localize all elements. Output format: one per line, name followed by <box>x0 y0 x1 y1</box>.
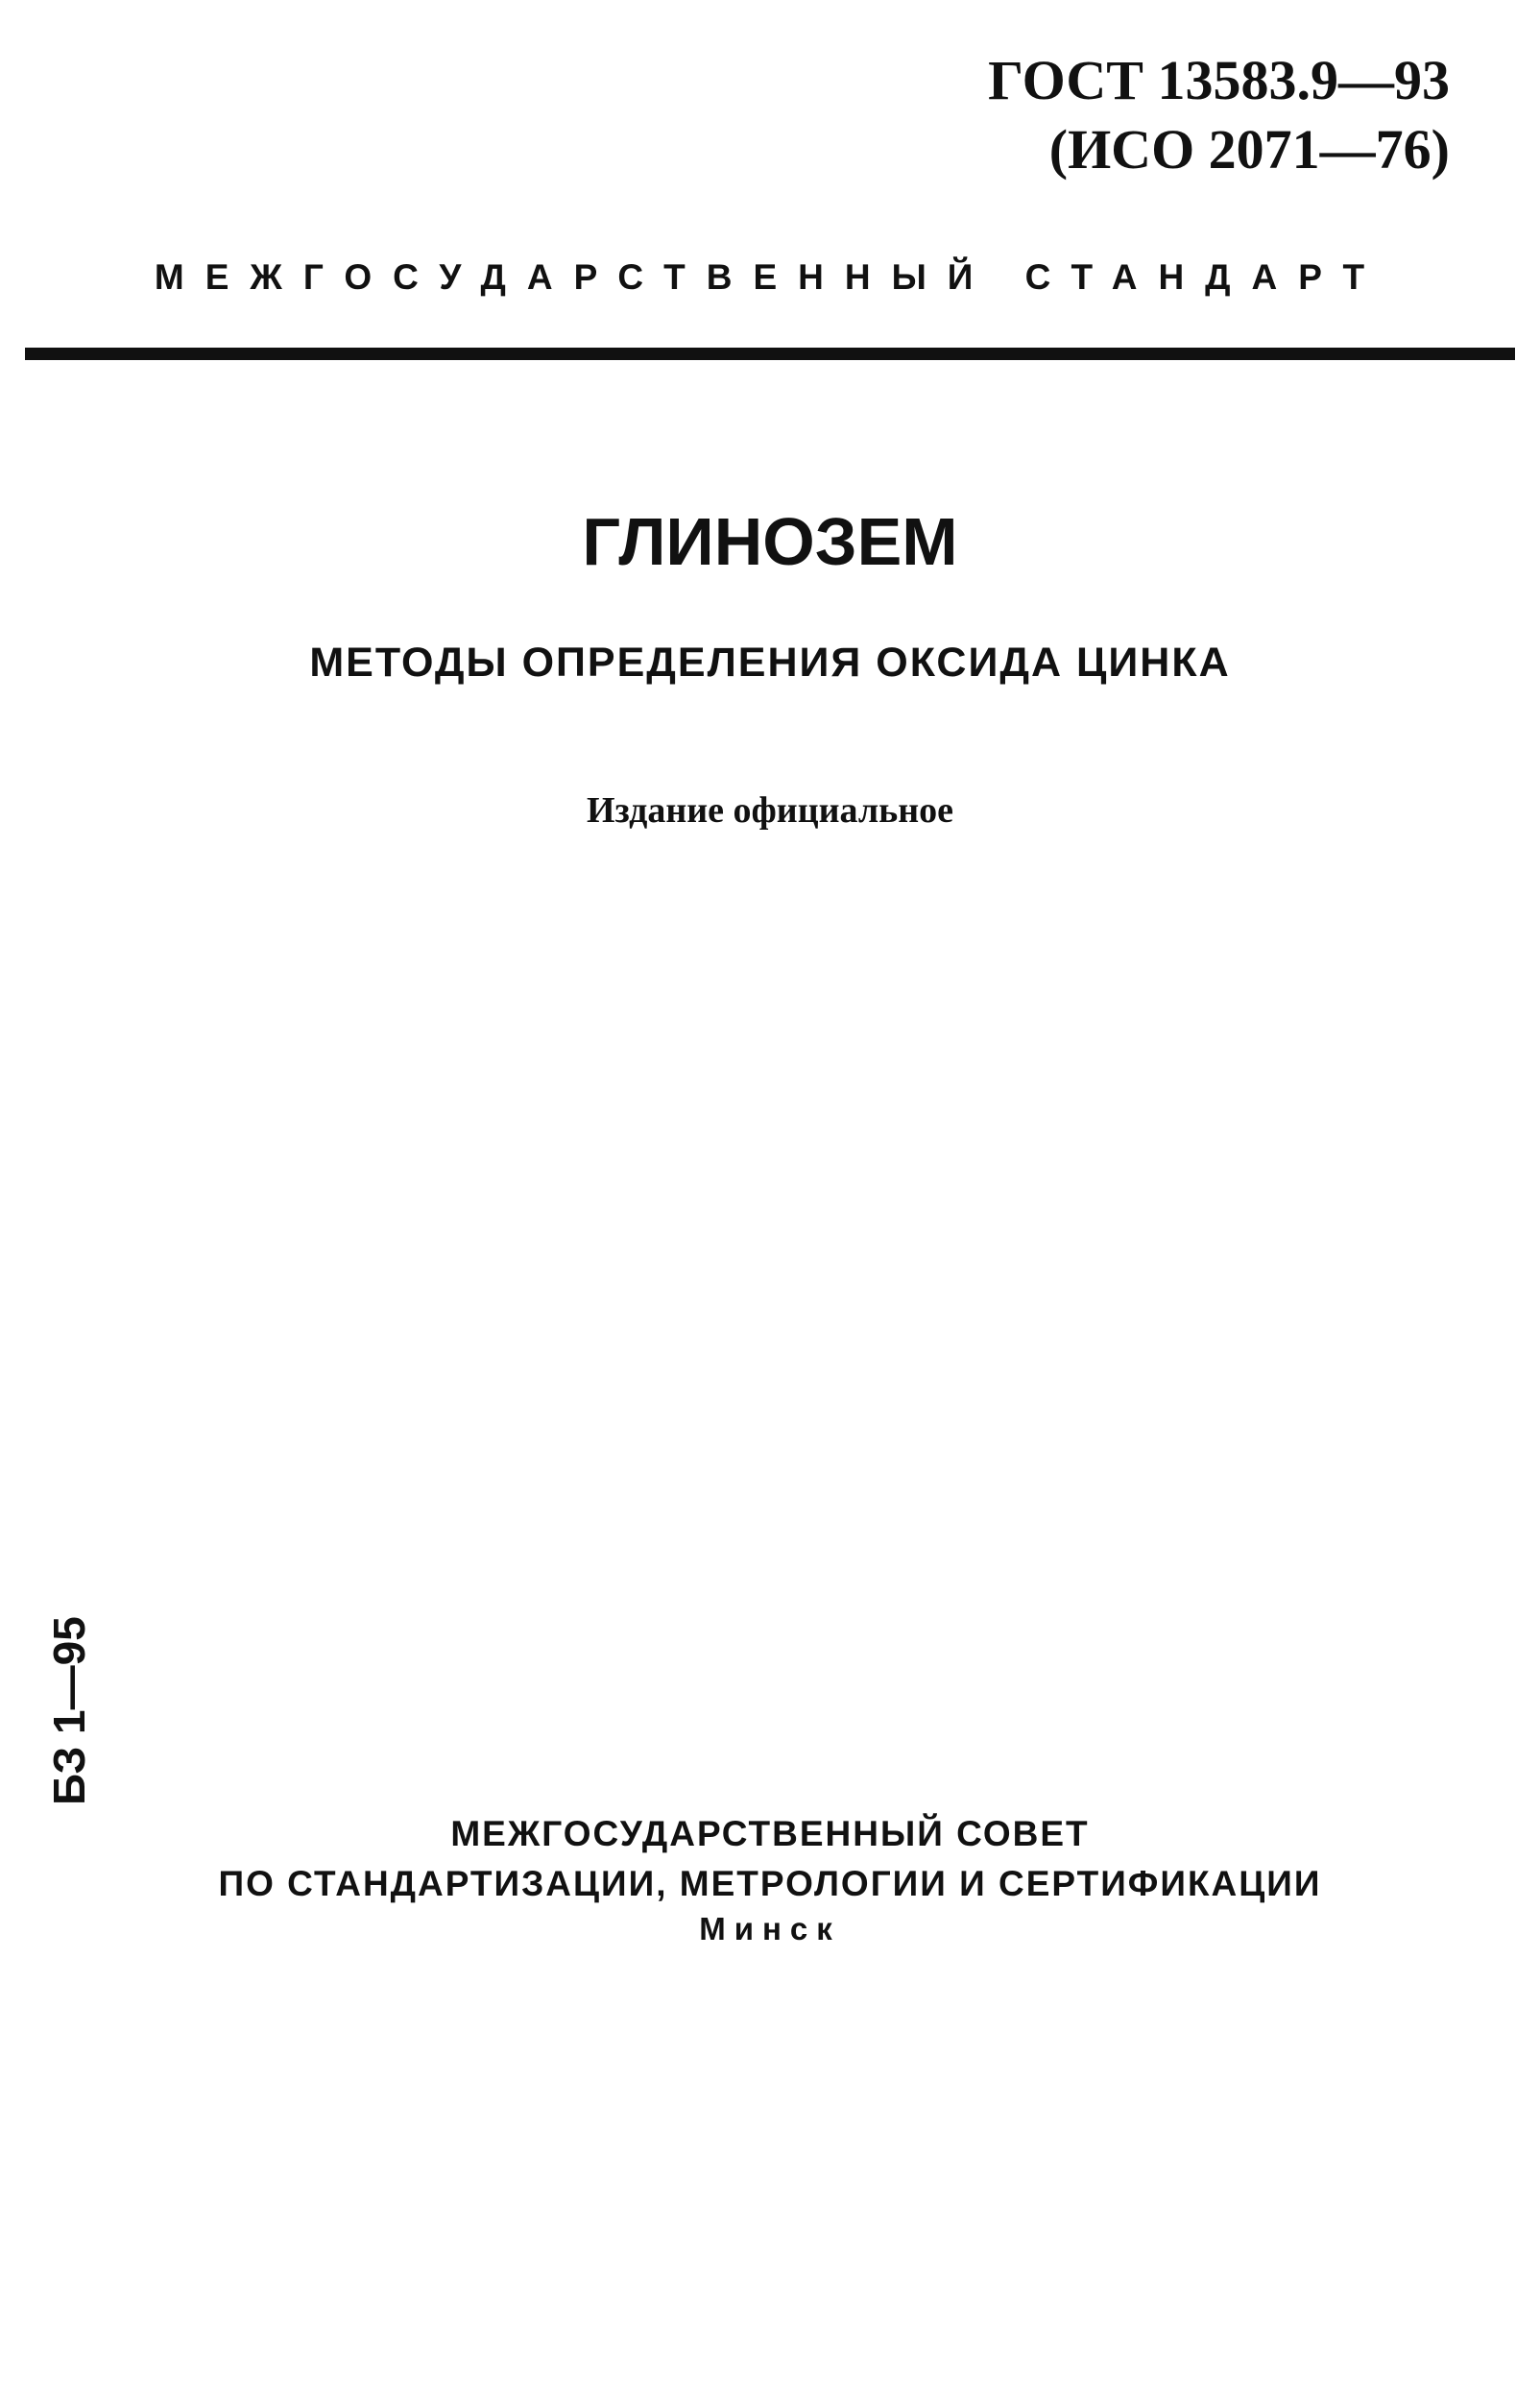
publisher-line-2: ПО СТАНДАРТИЗАЦИИ, МЕТРОЛОГИИ И СЕРТИФИКАЦИИ <box>218 1864 1322 1903</box>
gost-number: ГОСТ 13583.9—93 <box>988 49 1450 111</box>
gost-designation <box>988 46 1450 184</box>
publisher-line-1: МЕЖГОСУДАРСТВЕННЫЙ СОВЕТ <box>450 1814 1090 1853</box>
edition-note: Издание официальное <box>586 790 953 831</box>
horizontal-rule <box>25 348 1515 360</box>
publisher-city: Минск <box>699 1911 841 1946</box>
document-title: ГЛИНОЗЕМ <box>582 504 958 579</box>
standard-type: МЕЖГОСУДАРСТВЕННЫЙ СТАНДАРТ <box>154 257 1386 297</box>
side-code: БЗ 1—95 <box>44 1616 94 1805</box>
publisher <box>0 1809 1540 1909</box>
iso-number: (ИСО 2071—76) <box>1048 118 1450 181</box>
document-subtitle: МЕТОДЫ ОПРЕДЕЛЕНИЯ ОКСИДА ЦИНКА <box>309 640 1231 686</box>
